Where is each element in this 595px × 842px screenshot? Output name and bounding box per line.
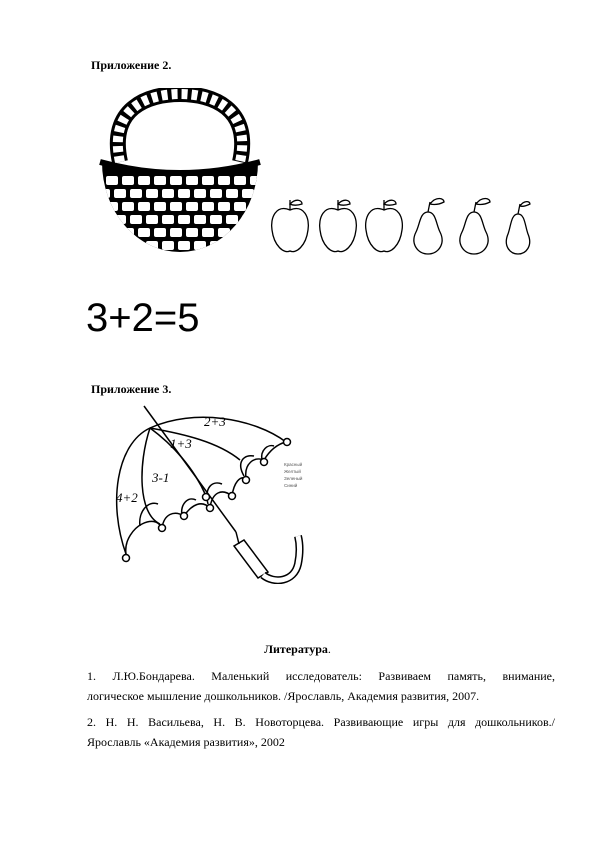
umbrella-image (94, 404, 324, 584)
umbrella-label: 4+2 (116, 490, 138, 505)
pear-icon (460, 199, 490, 255)
legend-line: Синий (284, 483, 298, 488)
apple-icon (272, 200, 309, 252)
equation-text: 3+2=5 (86, 296, 200, 340)
basket-image (98, 88, 263, 263)
umbrella-label: 2+3 (204, 414, 226, 429)
umbrella-label: 3-1 (152, 470, 170, 485)
literature-item-line: логическое мышление дошкольников. /Ярославль, Академия развития, 2007. (87, 689, 480, 703)
literature-item-line: 1. Л.Ю.Бондарева. Маленький исследователь: Развиваем память, внимание, (87, 669, 555, 683)
legend-line: Красный (284, 462, 303, 467)
literature-heading: Литература. (264, 642, 331, 656)
fruits-row (268, 196, 558, 258)
pear-icon (414, 199, 444, 255)
literature-item (87, 666, 555, 706)
appendix-3-heading: Приложение 3. (91, 382, 172, 396)
literature-item-line: Ярославль «Академия развития», 2002 (87, 735, 285, 749)
pear-icon (506, 202, 530, 254)
legend-line: Желтый (284, 469, 301, 474)
apple-icon (320, 200, 357, 252)
literature-item (87, 712, 555, 752)
umbrella-label: 1+3 (170, 436, 192, 451)
apple-icon (366, 200, 403, 252)
legend-line: Зеленый (284, 476, 303, 481)
literature-item-line: 2. Н. Н. Васильева, Н. В. Новоторцева. Развивающие игры для дошкольников./ (87, 715, 555, 729)
appendix-2-heading: Приложение 2. (91, 58, 172, 72)
